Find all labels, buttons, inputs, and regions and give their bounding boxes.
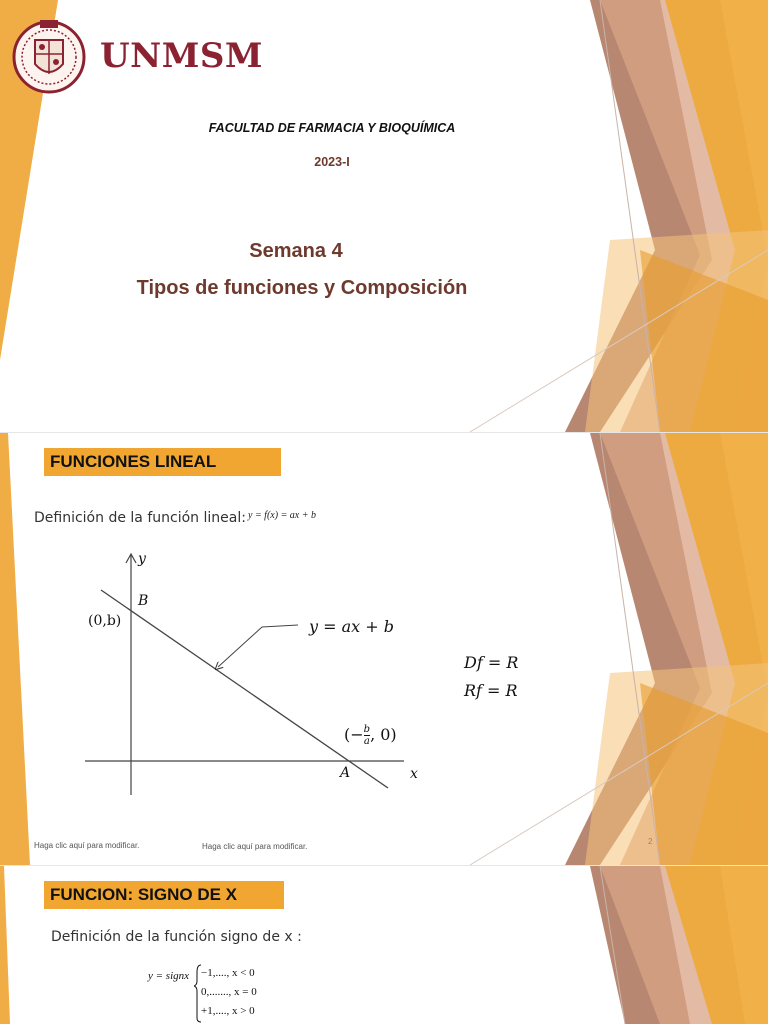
point-b-label: B: [138, 593, 149, 609]
title-slide: [0, 0, 768, 432]
unmsm-seal-logo: [12, 14, 86, 100]
footer-placeholder-center[interactable]: Haga clic aquí para modificar.: [202, 842, 308, 851]
range-statement: Rf = R: [464, 681, 518, 700]
week-title: Semana 4: [249, 240, 343, 262]
point-b-coordinates: (0,b): [88, 613, 122, 629]
university-name: UNMSM: [100, 36, 264, 76]
x-axis-label: x: [410, 766, 418, 782]
line-equation-label: y = ax + b: [309, 617, 394, 636]
definition-text: Definición de la función signo de x :: [51, 929, 302, 945]
definition-text: Definición de la función lineal:: [34, 510, 246, 526]
point-a-label: A: [340, 765, 351, 781]
label-pointer-arrow: [262, 625, 298, 627]
section-banner: FUNCION: SIGNO DE X: [44, 881, 284, 909]
topic-title: Tipos de funciones y Composición: [136, 277, 468, 299]
linear-formula: y = f(x) = ax + b: [248, 510, 316, 521]
sign-formula-lhs: y = signx: [148, 970, 190, 982]
sign-function-slide: [0, 866, 768, 1024]
case-zero: 0,......., x = 0: [201, 986, 257, 998]
term-label: 2023-I: [314, 155, 350, 169]
linear-graph: [0, 433, 560, 813]
y-axis-label: y: [138, 551, 146, 567]
case-negative: −1,...., x < 0: [201, 967, 255, 979]
linear-function-slide: [0, 433, 768, 865]
case-positive: +1,...., x > 0: [201, 1005, 255, 1017]
point-a-coordinates: (− $\frac{b}{a}$ , 0): [344, 724, 397, 747]
slide-page-number: 2: [648, 837, 653, 846]
sign-cases: [201, 964, 257, 1021]
footer-placeholder-left[interactable]: Haga clic aquí para modificar.: [34, 841, 140, 850]
faculty-name: FACULTAD DE FARMACIA Y BIOQUÍMICA: [208, 121, 456, 135]
section-banner: FUNCIONES LINEAL: [44, 448, 281, 476]
domain-statement: Df = R: [464, 653, 519, 672]
label-pointer-arrow: [218, 627, 262, 667]
